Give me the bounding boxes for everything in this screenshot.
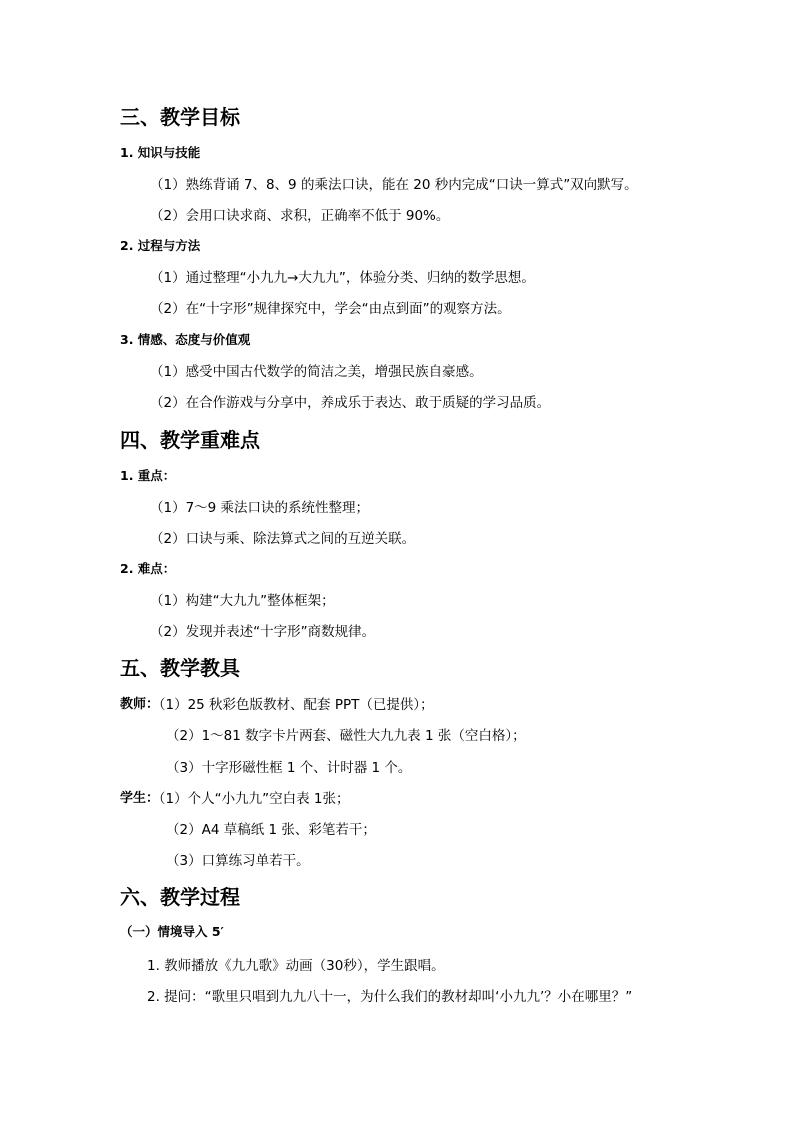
list-item: （2）在合作游戏与分享中，养成乐于表达、敢于质疑的学习品质。: [150, 395, 551, 411]
list-item: （1）个人“小九九”空白表 1张；: [152, 791, 350, 807]
list-item: （1）构建“大九九”整体框架；: [150, 593, 335, 609]
subheading-knowledge-skills: 1. 知识与技能: [120, 145, 201, 160]
section-heading-key-points: 四、教学重难点: [120, 428, 260, 452]
section-heading-objectives: 三、教学目标: [120, 105, 240, 129]
teacher-label: 教师：: [120, 697, 160, 712]
list-item: （3）十字形磁性框 1 个、计时器 1 个。: [166, 760, 412, 776]
subheading-process-methods: 2. 过程与方法: [120, 238, 201, 253]
student-label: 学生：: [120, 791, 160, 806]
list-item: （1）7～9 乘法口诀的系统性整理；: [150, 500, 370, 516]
section-heading-teaching-process: 六、教学过程: [120, 885, 240, 909]
subheading-difficult-point: 2. 难点：: [120, 561, 176, 576]
list-item: （2）A4 草稿纸 1 张、彩笔若干；: [166, 822, 376, 838]
list-item: （1）25 秋彩色版教材、配套 PPT（已提供）；: [152, 697, 434, 713]
list-item: （2）1～81 数字卡片两套、磁性大九九表 1 张（空白格）；: [166, 728, 526, 744]
list-item: 1. 教师播放《九九歌》动画（30秒），学生跟唱。: [147, 958, 445, 974]
list-item: （1）熟练背诵 7、8、9 的乘法口诀，能在 20 秒内完成“口诀一算式”双向默写。: [150, 177, 638, 193]
list-item: （1）通过整理“小九九→大九九”，体验分类、归纳的数学思想。: [150, 270, 535, 286]
list-item: （2）会用口诀求商、求积，正确率不低于 90%。: [150, 208, 450, 224]
list-item: 2. 提问：“歌里只唱到九九八十一，为什么我们的教材却叫‘小九九’？小在哪里？”: [147, 989, 633, 1005]
list-item: （2）发现并表述“十字形”商数规律。: [150, 624, 376, 640]
subheading-attitude-values: 3. 情感、态度与价值观: [120, 332, 251, 347]
list-item: （1）感受中国古代数学的简洁之美，增强民族自豪感。: [150, 364, 483, 380]
subheading-situation-intro: （一）情境导入 5′: [120, 924, 224, 939]
list-item: （2）在“十字形”规律探究中，学会“由点到面”的观察方法。: [150, 301, 511, 317]
subheading-key-point: 1. 重点：: [120, 468, 176, 483]
section-heading-teaching-aids: 五、教学教具: [120, 656, 240, 680]
list-item: （2）口诀与乘、除法算式之间的互逆关联。: [150, 531, 416, 547]
list-item: （3）口算练习单若干。: [166, 853, 310, 869]
